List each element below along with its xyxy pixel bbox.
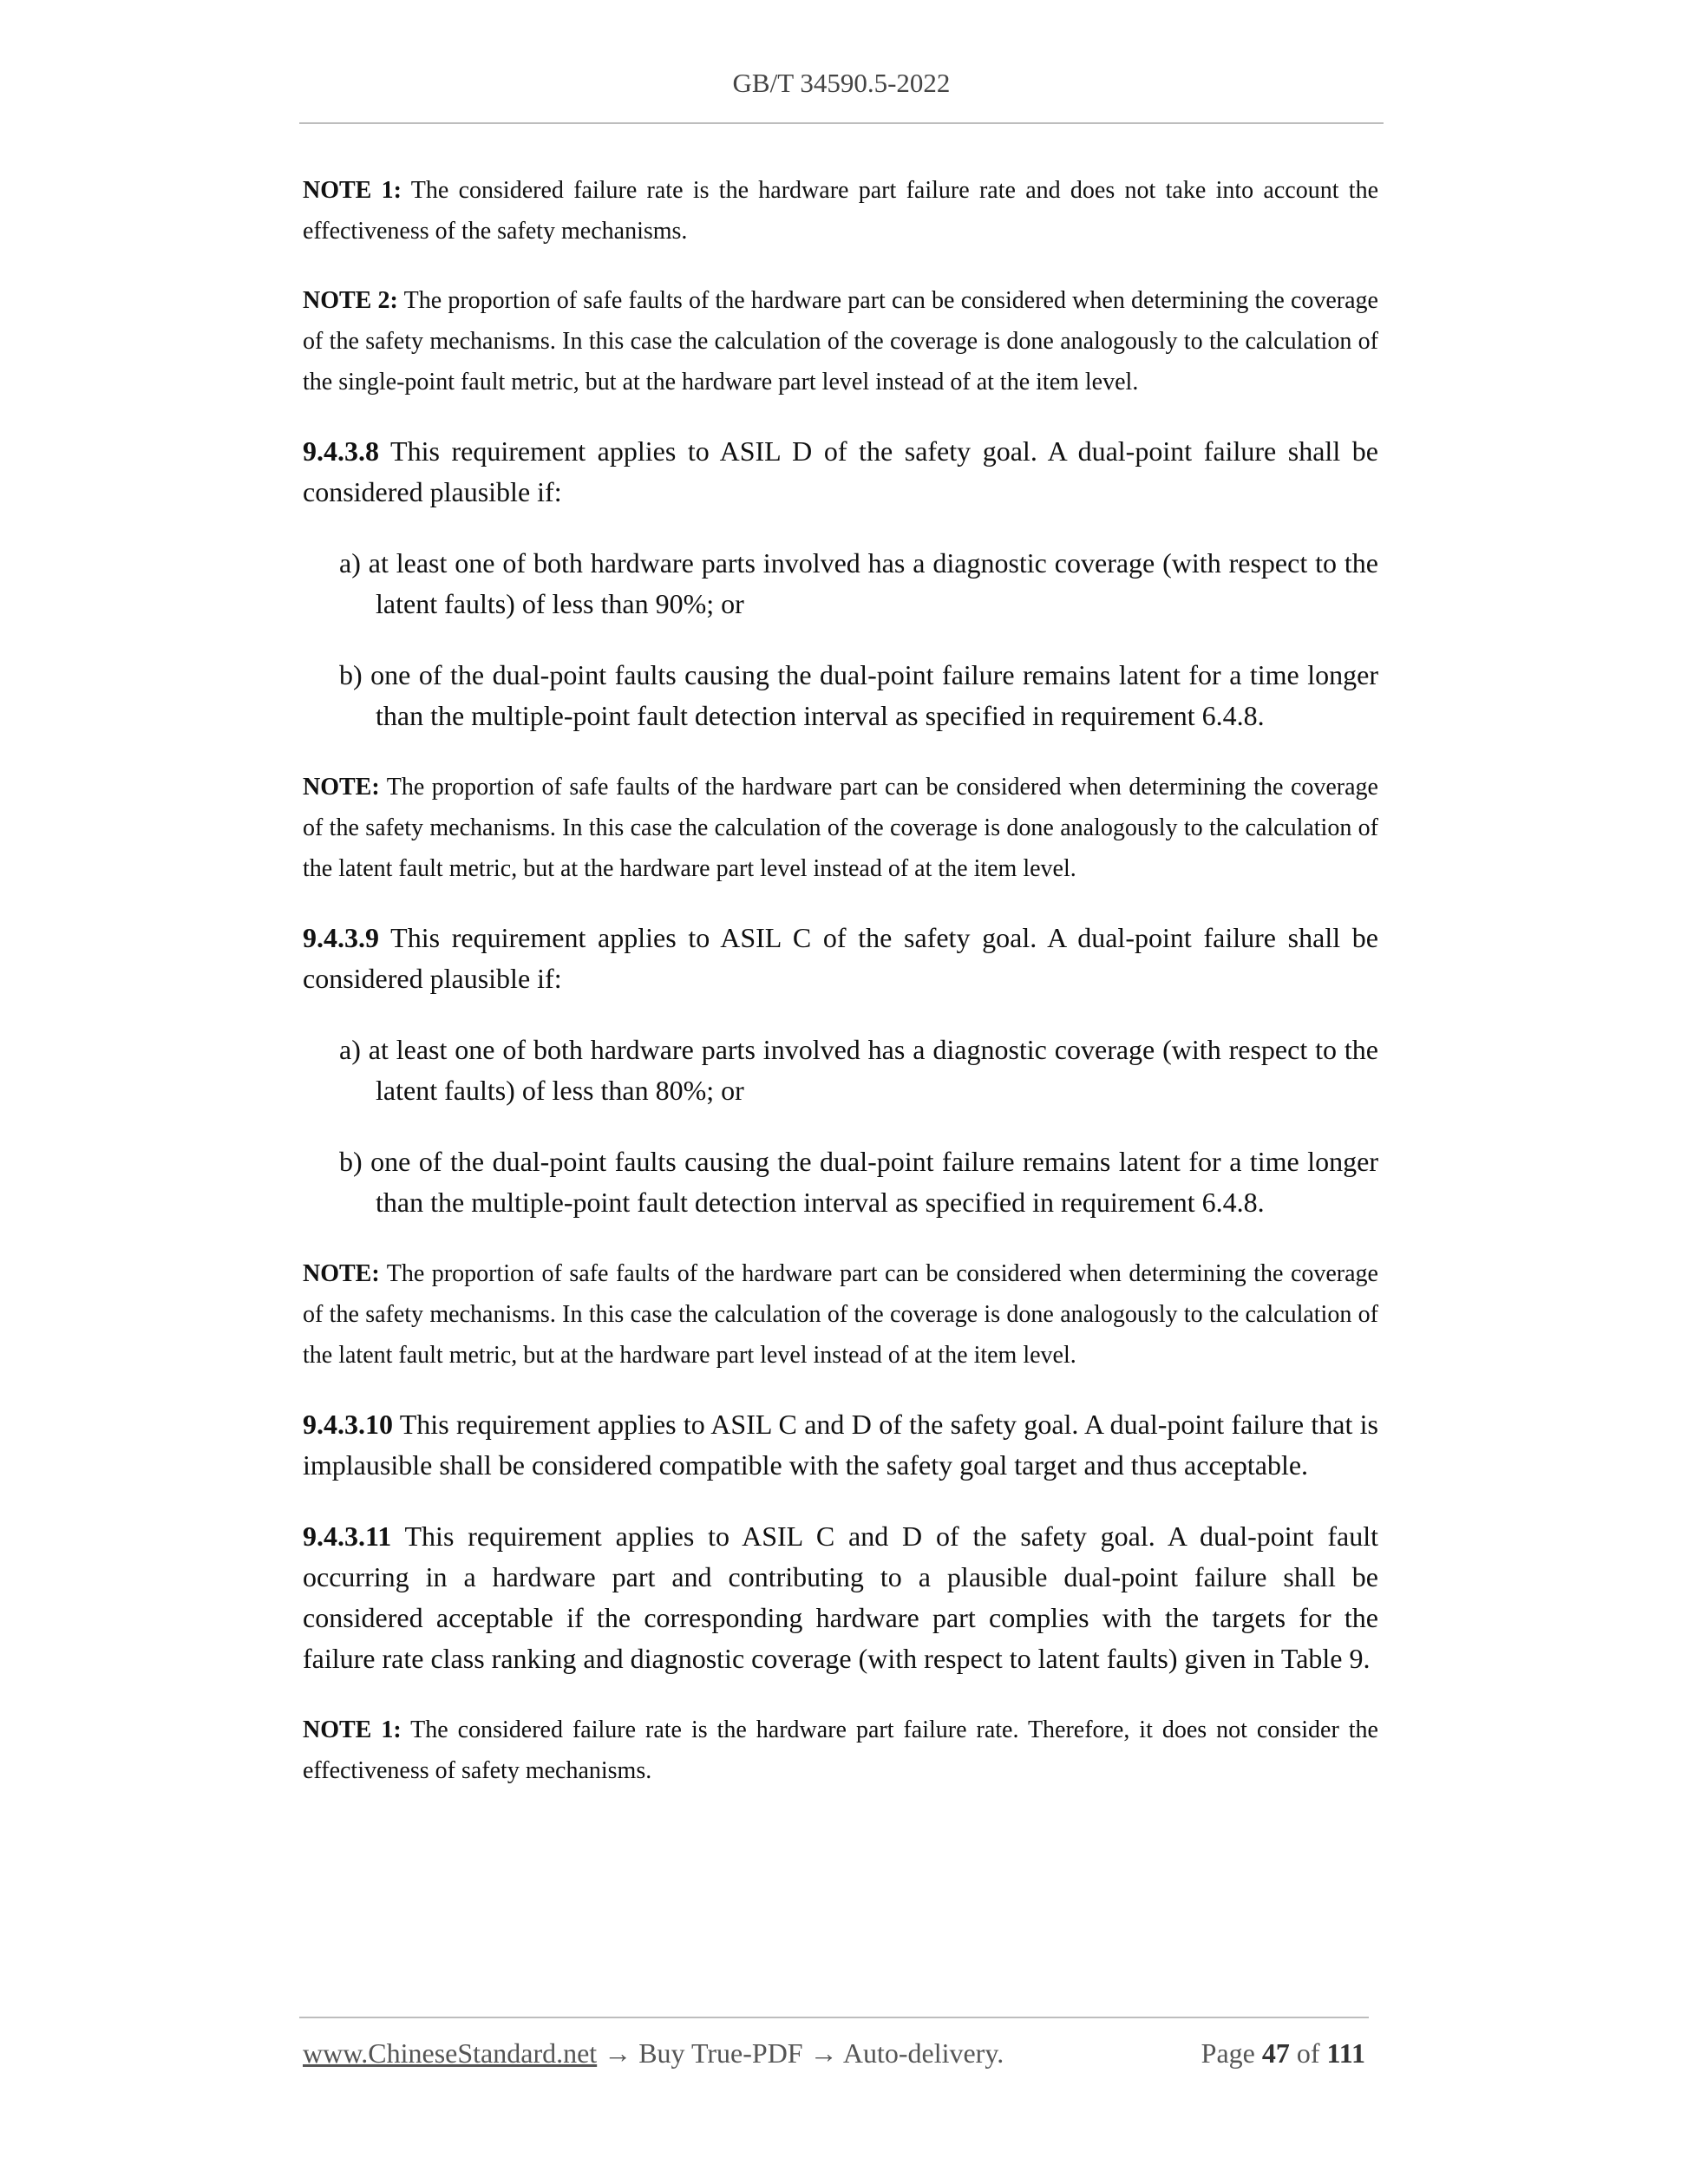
page-label: Page [1201,2037,1255,2069]
note-text: The proportion of safe faults of the hardware part can be considered when determining the coverage of the safety mechanisms. In this case the calculation of the coverage is done analogously to the calculation of the latent fault metric, but at the hardware part level instead of at the item level. [303,1260,1378,1369]
requirement-text: This requirement applies to ASIL D of the safety goal. A dual-point failure shall be considered plausible if: [303,435,1379,507]
note-label: NOTE: [303,774,380,801]
footer-promo [303,2037,1004,2070]
note-text: The proportion of safe faults of the hardware part can be considered when determining the coverage of the safety mechanisms. In this case the calculation of the coverage is done analogously to the calculation of the latent fault metric, but at the hardware part level instead of at the item level. [303,774,1378,882]
note-block [303,280,1378,402]
note-block [303,767,1378,889]
arrow-right-icon: → [604,2037,632,2069]
footer-divider [299,2017,1369,2018]
page-total: 111 [1326,2037,1365,2069]
note-text: The considered failure rate is the hardware part failure rate. Therefore, it does not consider the effectiveness of safety mechanisms. [303,1716,1378,1784]
note-block [303,1253,1378,1376]
header-divider [299,122,1384,124]
requirement-number: 9.4.3.10 [303,1409,393,1440]
requirement-number: 9.4.3.8 [303,435,379,467]
page-current: 47 [1261,2037,1290,2069]
requirement-text: This requirement applies to ASIL C and D of the safety goal. A dual-point fault occurring in a hardware part and contributing to a plausible dual-point failure shall be considered acceptable if the corresponding hardware part complies with the targets for the failure rate class ranking and diagnostic coverage (with respect to latent faults) given in Table 9. [303,1520,1379,1674]
note-block [303,1710,1378,1791]
list-item: b) one of the dual-point faults causing the dual-point failure remains latent for a time longer than the multiple-point fault detection interval as specified in requirement 6.4.8. [339,659,1378,731]
requirement-9-4-3-10 [303,1404,1378,1486]
note-label: NOTE 1: [303,1716,402,1743]
requirement-number: 9.4.3.11 [303,1520,392,1552]
note-label: NOTE 1: [303,177,402,204]
requirement-text: This requirement applies to ASIL C and D of the safety goal. A dual-point failure that is implausible shall be considered compatible with the safety goal target and thus acceptable. [303,1409,1379,1481]
list-item: a) at least one of both hardware parts involved has a diagnostic coverage (with respect to the latent faults) of less than 90%; or [339,547,1378,619]
requirement-9-4-3-8 [303,431,1378,513]
note-block [303,170,1378,252]
of-label: of [1296,2037,1320,2069]
note-label: NOTE 2: [303,287,398,314]
requirement-number: 9.4.3.9 [303,922,379,953]
page-number [1201,2037,1365,2070]
page-body [303,170,1378,1820]
note-label: NOTE: [303,1260,380,1287]
requirement-text: This requirement applies to ASIL C of the safety goal. A dual-point failure shall be considered plausible if: [303,922,1379,994]
arrow-right-icon: → [809,2037,838,2069]
note-text: The proportion of safe faults of the hardware part can be considered when determining the coverage of the safety mechanisms. In this case the calculation of the coverage is done analogously to the calculation of the single-point fault metric, but at the hardware part level instead of at the item level. [303,287,1378,396]
requirement-9-4-3-11 [303,1516,1378,1679]
list-item: a) at least one of both hardware parts involved has a diagnostic coverage (with respect to the latent faults) of less than 80%; or [339,1034,1378,1106]
document-header: GB/T 34590.5-2022 [732,68,951,98]
requirement-9-4-3-9 [303,918,1378,999]
list-item: b) one of the dual-point faults causing the dual-point failure remains latent for a time longer than the multiple-point fault detection interval as specified in requirement 6.4.8. [339,1146,1378,1218]
auto-delivery-text: Auto-delivery. [842,2037,1004,2069]
note-text: The considered failure rate is the hardware part failure rate and does not take into account the effectiveness of the safety mechanisms. [303,177,1378,245]
website-link[interactable]: www.ChineseStandard.net [303,2037,598,2069]
buy-pdf-text: Buy True-PDF [638,2037,803,2069]
